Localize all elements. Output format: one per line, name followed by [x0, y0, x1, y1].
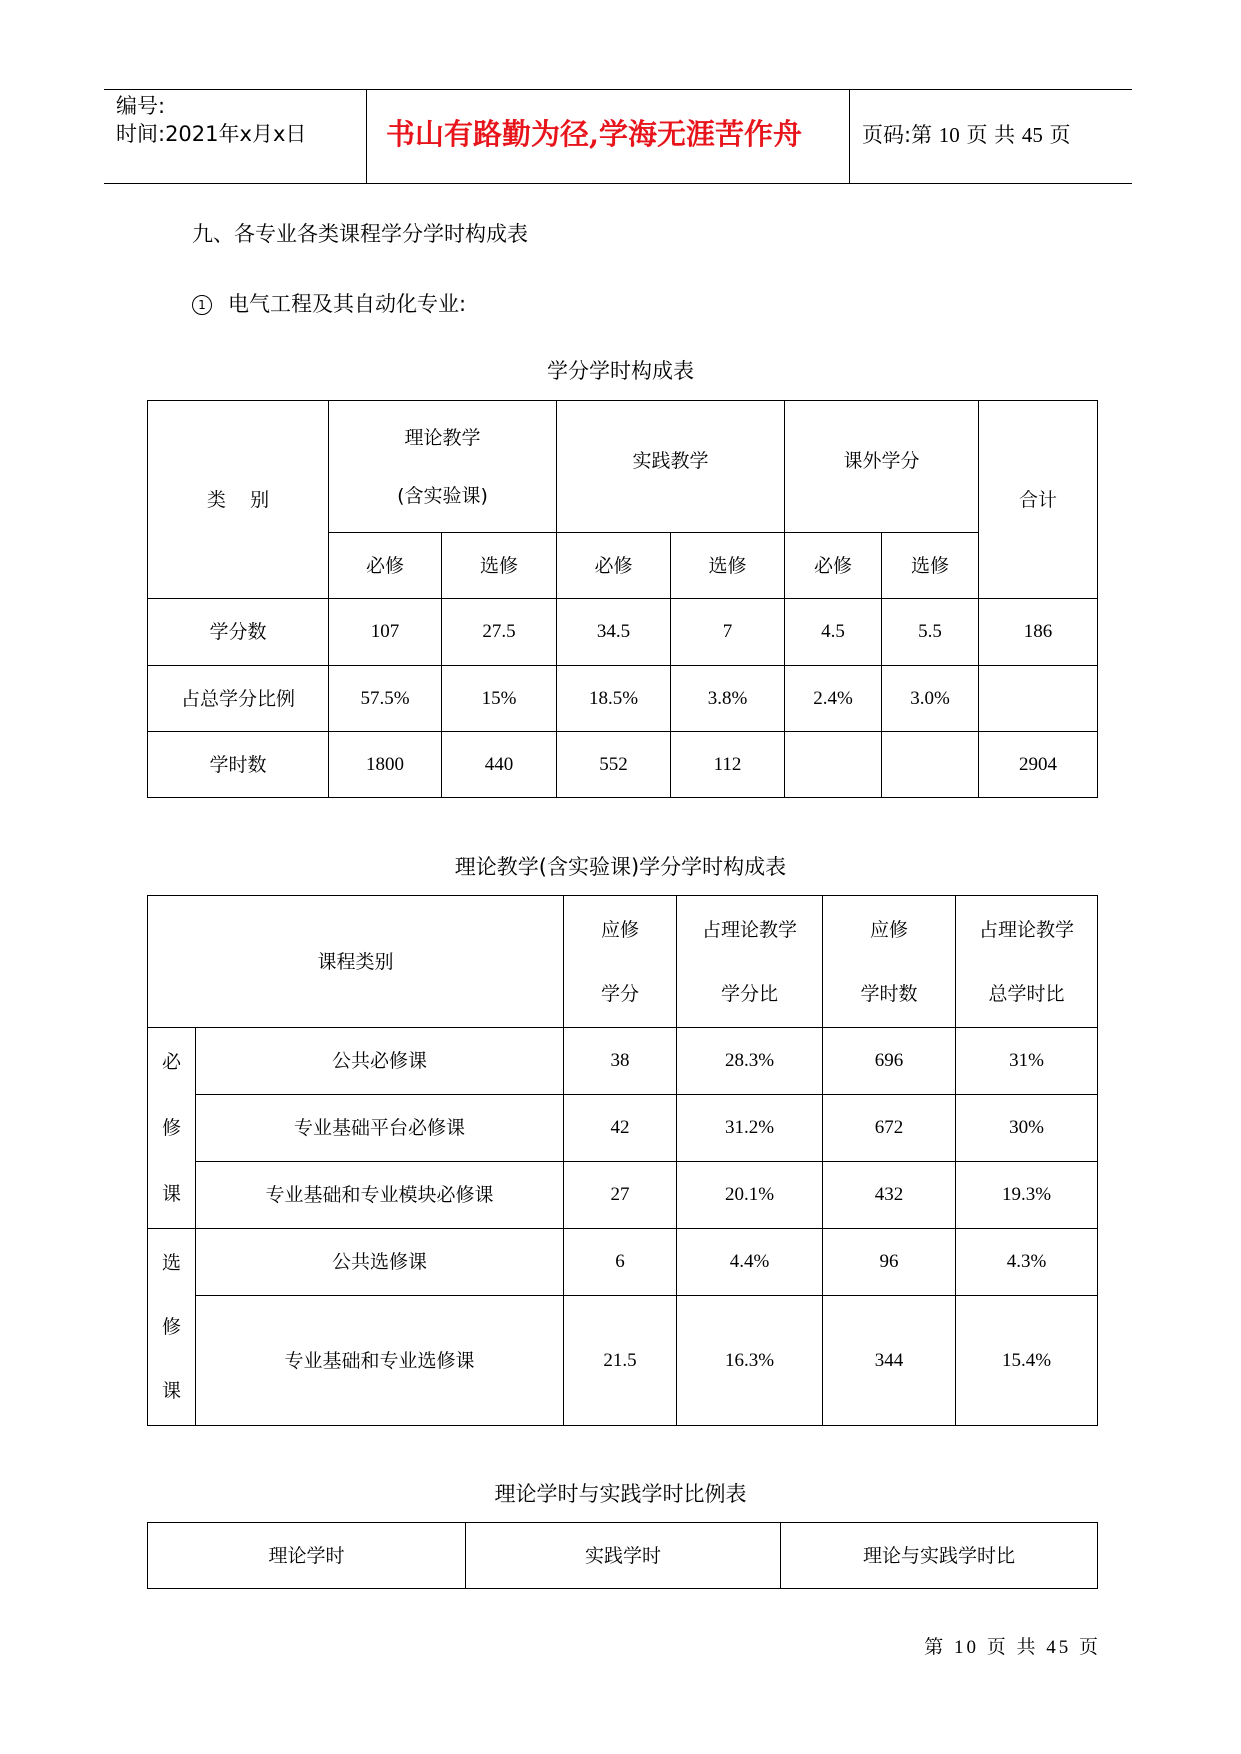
header-meta [116, 92, 306, 148]
cell: 21.5 [564, 1296, 677, 1426]
cell: 1800 [329, 732, 442, 798]
theory-header-line2: (含实验课) [397, 484, 488, 507]
cell: 4.5 [785, 599, 882, 666]
cell: 107 [329, 599, 442, 666]
cell: 344 [823, 1296, 956, 1426]
theory-teaching-header [329, 401, 557, 533]
cell: 3.8% [671, 666, 785, 732]
cell: 15% [442, 666, 557, 732]
subsection-text: 电气工程及其自动化专业: [228, 292, 467, 316]
cell: 552 [557, 732, 671, 798]
table-row [148, 1028, 1098, 1095]
cell [882, 732, 979, 798]
row-label: 学分数 [148, 599, 329, 666]
required-credits-header [564, 896, 677, 1028]
cell: 30% [956, 1095, 1098, 1162]
cell: 31.2% [677, 1095, 823, 1162]
cell: 16.3% [677, 1296, 823, 1426]
theory-elective-header: 选修 [442, 533, 557, 599]
cell: 15.4% [956, 1296, 1098, 1426]
cell: 112 [671, 732, 785, 798]
document-number-label: 编号: [116, 94, 166, 118]
cell: 3.0% [882, 666, 979, 732]
header-line: 学分比 [721, 982, 779, 1005]
theory-practice-ratio-table [147, 1522, 1098, 1589]
circled-number-marker: 1 [192, 295, 212, 315]
required-group-label [148, 1028, 196, 1229]
theory-header-line1: 理论教学 [404, 426, 481, 449]
elective-group-label [148, 1229, 196, 1426]
header-motto: 书山有路勤为径,学海无涯苦作舟 [385, 117, 803, 151]
cell: 27 [564, 1162, 677, 1229]
document-time-label: 时间:2021年x月x日 [116, 122, 307, 146]
page-footer: 第 10 页 共 45 页 [924, 1637, 1101, 1658]
header-line: 学分 [601, 982, 640, 1005]
group-char: 必 [161, 1051, 181, 1073]
table3-caption: 理论学时与实践学时比例表 [494, 1482, 747, 1506]
header-line: 应修 [870, 918, 909, 941]
cell: 19.3% [956, 1162, 1098, 1229]
ratio-header: 理论与实践学时比 [781, 1523, 1098, 1589]
theory-credit-table [147, 895, 1098, 1426]
cell [979, 666, 1098, 732]
course-name: 公共必修课 [196, 1028, 564, 1095]
cell: 28.3% [677, 1028, 823, 1095]
cell: 20.1% [677, 1162, 823, 1229]
page-mid: 页 共 [966, 123, 1016, 147]
cell [785, 732, 882, 798]
cell: 27.5 [442, 599, 557, 666]
group-char: 课 [161, 1380, 181, 1402]
cell: 432 [823, 1162, 956, 1229]
category-header [148, 401, 329, 599]
cell: 57.5% [329, 666, 442, 732]
cell: 440 [442, 732, 557, 798]
page-label: 页码:第 [862, 123, 933, 147]
theory-hours-header: 理论学时 [148, 1523, 466, 1589]
category-header-text: 类 别 [206, 488, 270, 511]
cell: 18.5% [557, 666, 671, 732]
page-header [104, 89, 1132, 184]
practice-hours-header: 实践学时 [466, 1523, 781, 1589]
credit-hour-table [147, 400, 1098, 798]
header-line: 总学时比 [988, 982, 1065, 1005]
theory-required-header: 必修 [329, 533, 442, 599]
page-end: 页 [1049, 123, 1071, 147]
cell: 38 [564, 1028, 677, 1095]
cell: 31% [956, 1028, 1098, 1095]
header-line: 学时数 [860, 982, 918, 1005]
extra-elective-header: 选修 [882, 533, 979, 599]
subsection-title [192, 288, 466, 318]
cell: 6 [564, 1229, 677, 1296]
table-row [148, 1296, 1098, 1426]
cell: 2.4% [785, 666, 882, 732]
section-title: 九、各专业各类课程学分学时构成表 [192, 222, 528, 246]
header-page-info [862, 120, 1071, 150]
header-line: 占理论教学 [979, 918, 1075, 941]
course-name: 公共选修课 [196, 1229, 564, 1296]
required-hours-header [823, 896, 956, 1028]
course-name: 专业基础平台必修课 [196, 1095, 564, 1162]
header-line: 占理论教学 [702, 918, 798, 941]
practice-teaching-header: 实践教学 [557, 401, 785, 533]
row-label: 学时数 [148, 732, 329, 798]
hour-ratio-header [956, 896, 1098, 1028]
cell: 42 [564, 1095, 677, 1162]
credit-ratio-header [677, 896, 823, 1028]
cell: 2904 [979, 732, 1098, 798]
group-char: 修 [161, 1117, 181, 1139]
course-name: 专业基础和专业选修课 [196, 1296, 564, 1426]
extra-credit-header: 课外学分 [785, 401, 979, 533]
practice-elective-header: 选修 [671, 533, 785, 599]
cell: 4.4% [677, 1229, 823, 1296]
group-char: 选 [161, 1252, 181, 1274]
table-row [148, 1095, 1098, 1162]
table-row [148, 1162, 1098, 1229]
total-header: 合计 [979, 401, 1098, 599]
course-category-header: 课程类别 [148, 896, 564, 1028]
cell: 186 [979, 599, 1098, 666]
table-row [148, 666, 1098, 732]
practice-required-header: 必修 [557, 533, 671, 599]
header-divider-right [849, 90, 850, 183]
page-number: 10 [938, 123, 960, 147]
table1-caption: 学分学时构成表 [547, 359, 694, 383]
table2-caption: 理论教学(含实验课)学分学时构成表 [454, 855, 787, 879]
row-label: 占总学分比例 [148, 666, 329, 732]
course-name: 专业基础和专业模块必修课 [196, 1162, 564, 1229]
extra-required-header: 必修 [785, 533, 882, 599]
cell: 696 [823, 1028, 956, 1095]
group-char: 课 [161, 1183, 181, 1205]
cell: 7 [671, 599, 785, 666]
cell: 4.3% [956, 1229, 1098, 1296]
cell: 96 [823, 1229, 956, 1296]
header-line: 应修 [601, 918, 640, 941]
cell: 672 [823, 1095, 956, 1162]
cell: 34.5 [557, 599, 671, 666]
page-total: 45 [1021, 123, 1043, 147]
table-row [148, 599, 1098, 666]
table-row [148, 1229, 1098, 1296]
cell: 5.5 [882, 599, 979, 666]
table-row [148, 732, 1098, 798]
group-char: 修 [161, 1316, 181, 1338]
